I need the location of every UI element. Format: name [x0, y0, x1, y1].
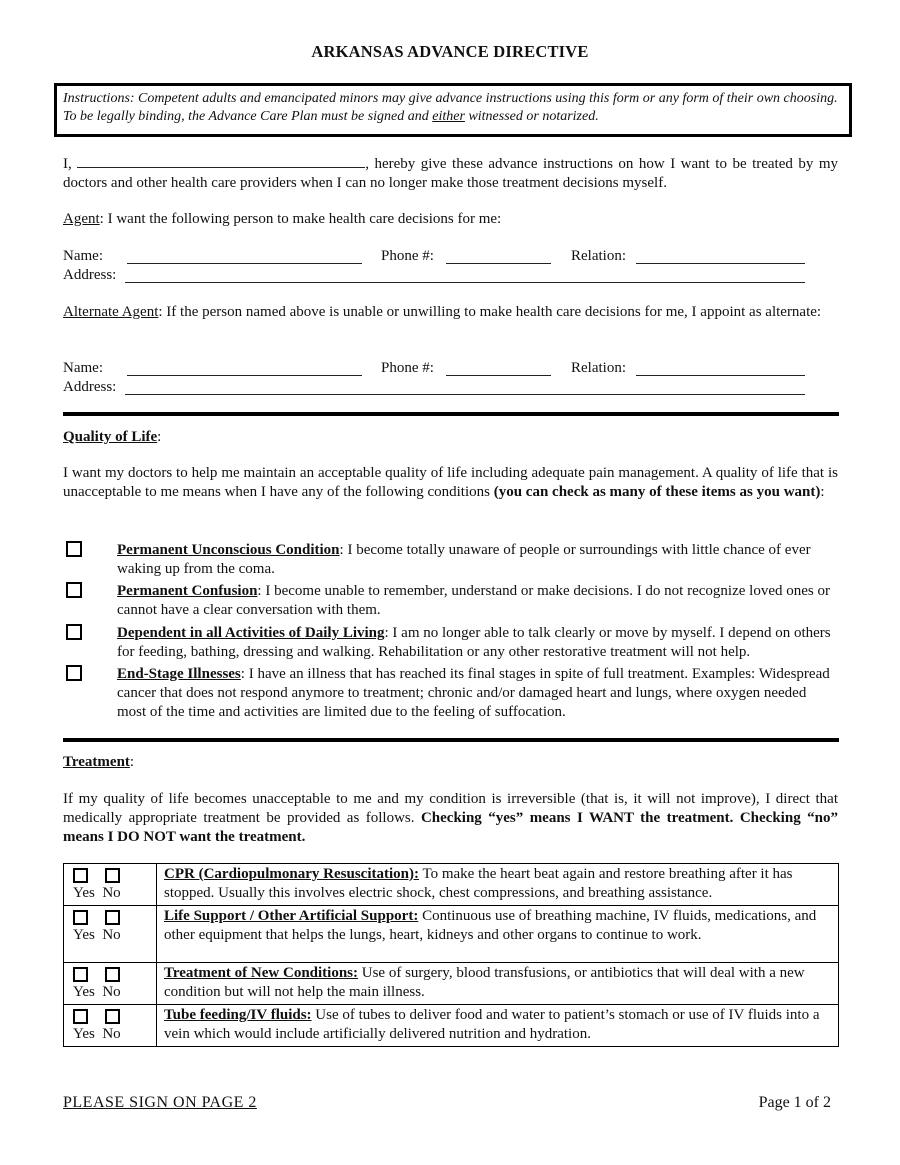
yes-checkbox[interactable] [73, 910, 88, 925]
yes-no-cell [64, 906, 157, 963]
yes-no-cell [64, 864, 157, 906]
quality-checkbox[interactable] [66, 665, 82, 681]
treatment-title: Life Support / Other Artificial Support: [164, 908, 419, 924]
treatment-description [157, 963, 839, 1005]
instructions-box [54, 83, 852, 137]
agent-name-label: Name: [63, 248, 103, 264]
treatment-description [157, 906, 839, 963]
yes-checkbox[interactable] [73, 868, 88, 883]
quality-colon: : [157, 429, 162, 445]
no-label: No [102, 984, 121, 1000]
quality-item-text [117, 665, 839, 722]
quality-heading: Quality of Life [63, 429, 158, 445]
treatment-title: CPR (Cardiopulmonary Resuscitation): [164, 866, 419, 882]
alternate-name-label: Name: [63, 360, 103, 376]
instructions-either: either [432, 109, 465, 124]
no-checkbox[interactable] [105, 910, 120, 925]
yes-no-labels [73, 926, 121, 945]
no-checkbox[interactable] [105, 868, 120, 883]
alternate-relation-field[interactable] [636, 361, 805, 376]
quality-checkbox[interactable] [66, 624, 82, 640]
agent-heading-line [63, 210, 501, 229]
agent-phone-label: Phone #: [381, 248, 434, 264]
yes-no-cell [64, 963, 157, 1005]
table-row [64, 864, 839, 906]
alternate-heading: Alternate Agent [63, 304, 159, 320]
yes-label: Yes [73, 885, 95, 901]
quality-item-desc: : I become unable to remember, understand or make decisions. I do not recognize loved ones or cannot have a clear conversation with them. [117, 583, 830, 618]
agent-name-field[interactable] [127, 249, 362, 264]
quality-item-title: Dependent in all Activities of Daily Living [117, 625, 385, 641]
alternate-address-field[interactable] [125, 380, 805, 395]
yes-no-labels [73, 983, 121, 1002]
table-row [64, 963, 839, 1005]
alternate-text: : If the person named above is unable or unwilling to make health care decisions for me, I appoint as alternate: [158, 304, 822, 320]
quality-item-title: End-Stage Illnesses [117, 666, 241, 682]
no-checkbox[interactable] [105, 967, 120, 982]
section-divider-1 [63, 412, 839, 416]
treatment-description [157, 1005, 839, 1047]
agent-name-row [63, 247, 103, 266]
declarant-name-field[interactable] [77, 153, 365, 168]
instructions-text-1: Instructions: Competent adults and emancipated minors may give advance instructions using this form or any form of their own choosing. To be legally binding, the Advance Care Plan must be signed and [63, 91, 838, 124]
treatment-desc: To make the heart beat again and restore breathing after it has stopped. Usually this involves electric shock, chest compressions, and breathing assistance. [164, 866, 793, 901]
yes-no-labels [73, 884, 121, 903]
no-label: No [102, 1026, 121, 1042]
quality-item-title: Permanent Confusion [117, 583, 258, 599]
treatment-desc: Continuous use of breathing machine, IV fluids, medications, and other equipment that helps the lungs, heart, kidneys and other organs to continue to work. [164, 908, 817, 943]
treatment-paragraph [63, 790, 838, 847]
sign-notice: PLEASE SIGN ON PAGE 2 [63, 1094, 257, 1111]
quality-item-text [117, 582, 839, 620]
treatment-bold: Checking “yes” means I WANT the treatment. Checking “no” means I DO NOT want the treatment. [63, 810, 838, 845]
section-divider-2 [63, 738, 839, 742]
yes-checkbox[interactable] [73, 1009, 88, 1024]
alternate-name-field[interactable] [127, 361, 362, 376]
yes-checkbox[interactable] [73, 967, 88, 982]
quality-item-title: Permanent Unconscious Condition [117, 542, 340, 558]
intro-prefix: I, [63, 156, 72, 172]
treatment-heading: Treatment [63, 754, 130, 770]
quality-end: : [820, 484, 825, 500]
quality-item-desc: : I am no longer able to talk clearly or move by myself. I depend on others for feeding, bathing, dressing and walking. Rehabilitation or any other restorative treatment will not help. [117, 625, 831, 660]
treatment-title: Treatment of New Conditions: [164, 965, 359, 981]
quality-heading-line [63, 428, 161, 447]
treatment-description [157, 864, 839, 906]
alternate-phone-field[interactable] [446, 361, 551, 376]
no-label: No [102, 927, 121, 943]
quality-item-desc: : I become totally unaware of people or surroundings with little chance of ever waking up from the coma. [117, 542, 811, 577]
alternate-paragraph [63, 303, 838, 322]
treatment-colon: : [129, 754, 135, 770]
quality-checkbox[interactable] [66, 541, 82, 557]
instructions-text-2: witnessed or notarized. [464, 109, 599, 124]
page-title: ARKANSAS ADVANCE DIRECTIVE [311, 42, 589, 61]
agent-relation-field[interactable] [636, 249, 805, 264]
intro-text: , hereby give these advance instructions on how I want to be treated by my doctors and other health care providers when I can no longer make those treatment decisions myself. [63, 156, 839, 191]
agent-heading: Agent [63, 211, 100, 227]
agent-phone-field[interactable] [446, 249, 551, 264]
quality-item-desc: : I have an illness that has reached its final stages in spite of full treatment. Examples: Widespread cancer that does not respond anymore to treatment; chronic and/or damaged heart and lungs, where oxygen needed most of the time and activities are limited due to the feeling of suffocation. [117, 666, 830, 720]
quality-checkbox[interactable] [66, 582, 82, 598]
quality-item-text [117, 541, 839, 579]
quality-bold: (you can check as many of these items as you want) [493, 484, 821, 500]
yes-no-labels [73, 1025, 121, 1044]
no-label: No [102, 885, 121, 901]
agent-address-field[interactable] [125, 268, 805, 283]
treatment-text: If my quality of life becomes unacceptable to me and my condition is irreversible (that is, it will not improve), I direct that medically appropriate treatment be provided as follows. [63, 791, 838, 826]
table-row [64, 906, 839, 963]
treatment-desc: Use of tubes to deliver food and water to patient’s stomach or use of IV fluids into a vein which would include artificially delivered nutrition and hydration. [164, 1007, 820, 1042]
treatment-desc: Use of surgery, blood transfusions, or antibiotics that will deal with a new condition but will not help the main illness. [164, 965, 805, 1000]
agent-address-label: Address: [63, 267, 117, 283]
yes-label: Yes [73, 1026, 95, 1042]
agent-relation-label: Relation: [571, 248, 626, 264]
quality-paragraph [63, 464, 838, 502]
intro-paragraph [63, 153, 838, 193]
quality-item-text [117, 624, 839, 662]
treatment-title: Tube feeding/IV fluids: [164, 1007, 312, 1023]
treatment-heading-line [63, 753, 134, 772]
yes-label: Yes [73, 927, 95, 943]
alternate-address-label: Address: [63, 379, 117, 395]
no-checkbox[interactable] [105, 1009, 120, 1024]
quality-text: I want my doctors to help me maintain an acceptable quality of life including adequate pain management. A quality of life that is unacceptable to me means when I have any of the following conditions [63, 465, 838, 500]
page-number: Page 1 of 2 [758, 1094, 831, 1111]
alternate-relation-label: Relation: [571, 360, 626, 376]
yes-no-cell [64, 1005, 157, 1047]
treatment-table [63, 863, 839, 1047]
alternate-phone-label: Phone #: [381, 360, 434, 376]
table-row [64, 1005, 839, 1047]
agent-text: : I want the following person to make health care decisions for me: [99, 211, 502, 227]
yes-label: Yes [73, 984, 95, 1000]
